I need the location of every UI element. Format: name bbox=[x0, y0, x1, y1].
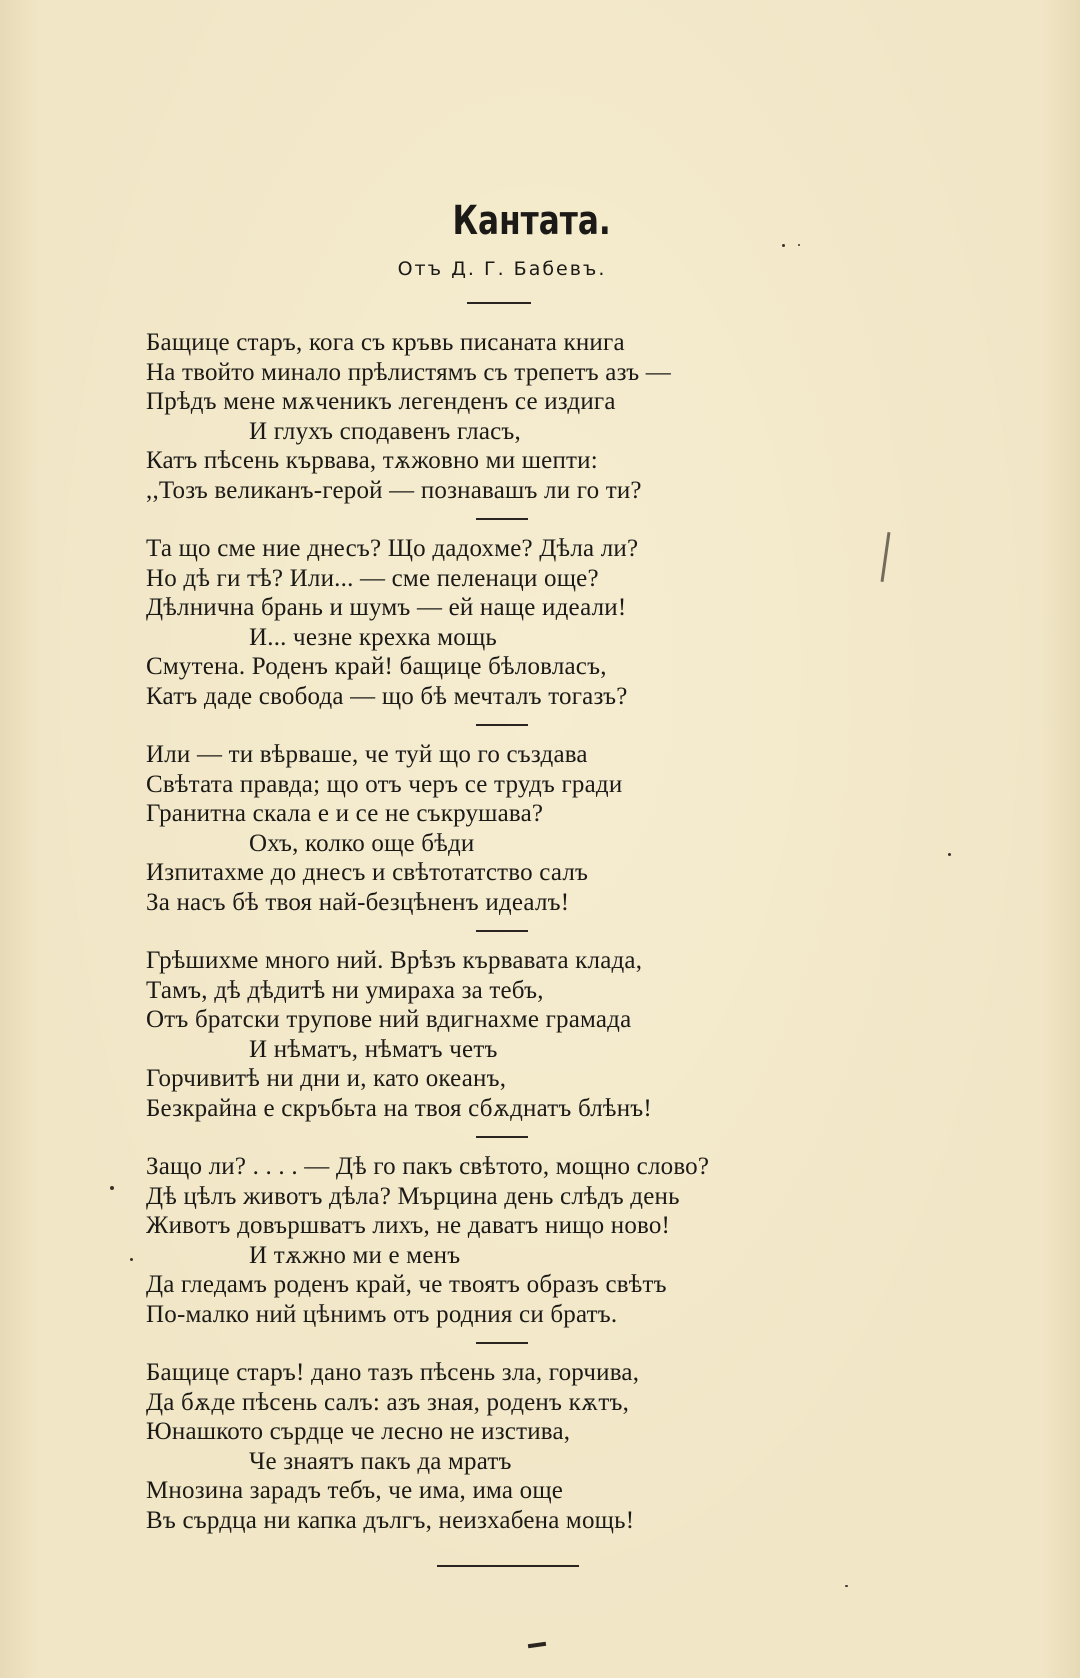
paper-fleck bbox=[130, 1258, 133, 1261]
page-mark bbox=[528, 1642, 546, 1648]
verse-line-indented: И тѫжно ми е менъ bbox=[249, 1241, 461, 1269]
verse-line: По-малко ний цѣнимъ отъ родния си братъ. bbox=[146, 1300, 618, 1328]
stanza-1 bbox=[146, 328, 886, 505]
verse-line: Да гледамъ роденъ край, че твоятъ образъ свѣтъ bbox=[146, 1271, 667, 1298]
verse-line: За насъ бѣ твоя най-безцѣненъ идеалъ! bbox=[146, 888, 570, 916]
verse-line: Катъ пѣсень кървава, тѫжовно ми шепти: bbox=[146, 447, 598, 474]
stanza-3 bbox=[146, 740, 886, 917]
verse-line: Грѣшихме много ний. Врѣзъ кървавата клада, bbox=[146, 947, 643, 974]
verse-line: Да бѫде пѣсень салъ: азъ зная, роденъ кѫтъ, bbox=[146, 1388, 630, 1416]
verse-line: Катъ даде свобода — що бѣ мечталъ тогазъ? bbox=[146, 682, 628, 710]
verse-line: Или — ти вѣрваше, че туй що го създава bbox=[146, 741, 588, 768]
paper-fleck bbox=[110, 1186, 114, 1190]
verse-line-indented: Охъ, колко още бѣди bbox=[249, 829, 475, 857]
verse-line: Дѣ цѣлъ животъ дѣла? Мърцина день слѣдъ день bbox=[146, 1182, 680, 1210]
stanza-4 bbox=[146, 946, 886, 1123]
verse-line: Но дѣ ги тѣ? Или... — сме пеленаци още? bbox=[146, 564, 599, 592]
verse-line: Смутена. Роденъ край! бащице бѣловласъ, bbox=[146, 653, 607, 680]
verse-line-indented: Че знаятъ пакъ да мратъ bbox=[249, 1447, 512, 1475]
end-rule bbox=[437, 1565, 579, 1567]
poem-title: Кантата. bbox=[452, 198, 611, 244]
verse-line: Изпитахме до днесъ и свѣтотатство салъ bbox=[146, 859, 589, 886]
verse-line: Бащице старъ! дано тазъ пѣсень зла, горчива, bbox=[146, 1359, 640, 1386]
verse-line: Свѣтата правда; що отъ черъ се трудъ гради bbox=[146, 770, 623, 798]
verse-line: На твойто минало прѣлистямъ съ трепетъ азъ — bbox=[146, 358, 671, 386]
stanza-6 bbox=[146, 1358, 886, 1535]
verse-line: Защо ли? . . . . — Дѣ го пакъ свѣтото, мощно слово? bbox=[146, 1153, 710, 1180]
verse-line: Дѣлнична брань и шумъ — ей наще идеали! bbox=[146, 594, 627, 621]
verse-line: Та що сме ние днесъ? Що дадохме? Дѣла ли? bbox=[146, 535, 639, 562]
poem-author: Отъ Д. Г. Бабевъ. bbox=[397, 258, 607, 280]
verse-line: Мнозина зарадъ тебъ, че има, има още bbox=[146, 1477, 564, 1504]
verse-line: ,,Тозъ великанъ-герой — познавашъ ли го ти? bbox=[146, 476, 642, 504]
stanza-divider bbox=[146, 1123, 886, 1152]
stanza-divider bbox=[146, 711, 886, 740]
verse-line: Животъ довършватъ лихъ, не даватъ нищо ново! bbox=[146, 1212, 671, 1239]
paper-fleck bbox=[845, 1585, 848, 1587]
verse-line-indented: И нѣматъ, нѣматъ четъ bbox=[249, 1035, 498, 1063]
verse-line: Тамъ, дѣ дѣдитѣ ни умираха за тебъ, bbox=[146, 976, 544, 1004]
verse-line-indented: И глухъ сподавенъ гласъ, bbox=[249, 417, 521, 445]
verse-line: Юнашкото сърдце че лесно не изстива, bbox=[146, 1418, 571, 1445]
paper-fleck bbox=[948, 853, 951, 856]
stanza-2 bbox=[146, 534, 886, 711]
stanza-5 bbox=[146, 1152, 886, 1329]
verse-line: Безкрайна е скръбьта на твоя сбѫднатъ блѣнъ! bbox=[146, 1094, 652, 1122]
stanza-divider bbox=[146, 505, 886, 534]
verse-line: Горчивитѣ ни дни и, като океанъ, bbox=[146, 1065, 507, 1092]
paper-fleck bbox=[782, 244, 785, 247]
verse-line: Гранитна скала е и се не съкрушава? bbox=[146, 800, 544, 827]
poem-body bbox=[146, 328, 886, 1535]
verse-line: Бащице старъ, кога съ кръвь писаната книга bbox=[146, 329, 625, 356]
verse-line-indented: И... чезне крехка мощь bbox=[249, 623, 498, 651]
title-rule bbox=[467, 302, 531, 304]
stanza-divider bbox=[146, 917, 886, 946]
verse-line: Отъ братски трупове ний вдигнахме грамада bbox=[146, 1006, 632, 1033]
verse-line: Прѣдъ мене мѫченикъ легенденъ се издига bbox=[146, 388, 616, 415]
stanza-divider bbox=[146, 1329, 886, 1358]
paper-fleck bbox=[798, 244, 800, 246]
verse-line: Въ сърдца ни капка дългъ, неизхабена мощь! bbox=[146, 1506, 635, 1534]
